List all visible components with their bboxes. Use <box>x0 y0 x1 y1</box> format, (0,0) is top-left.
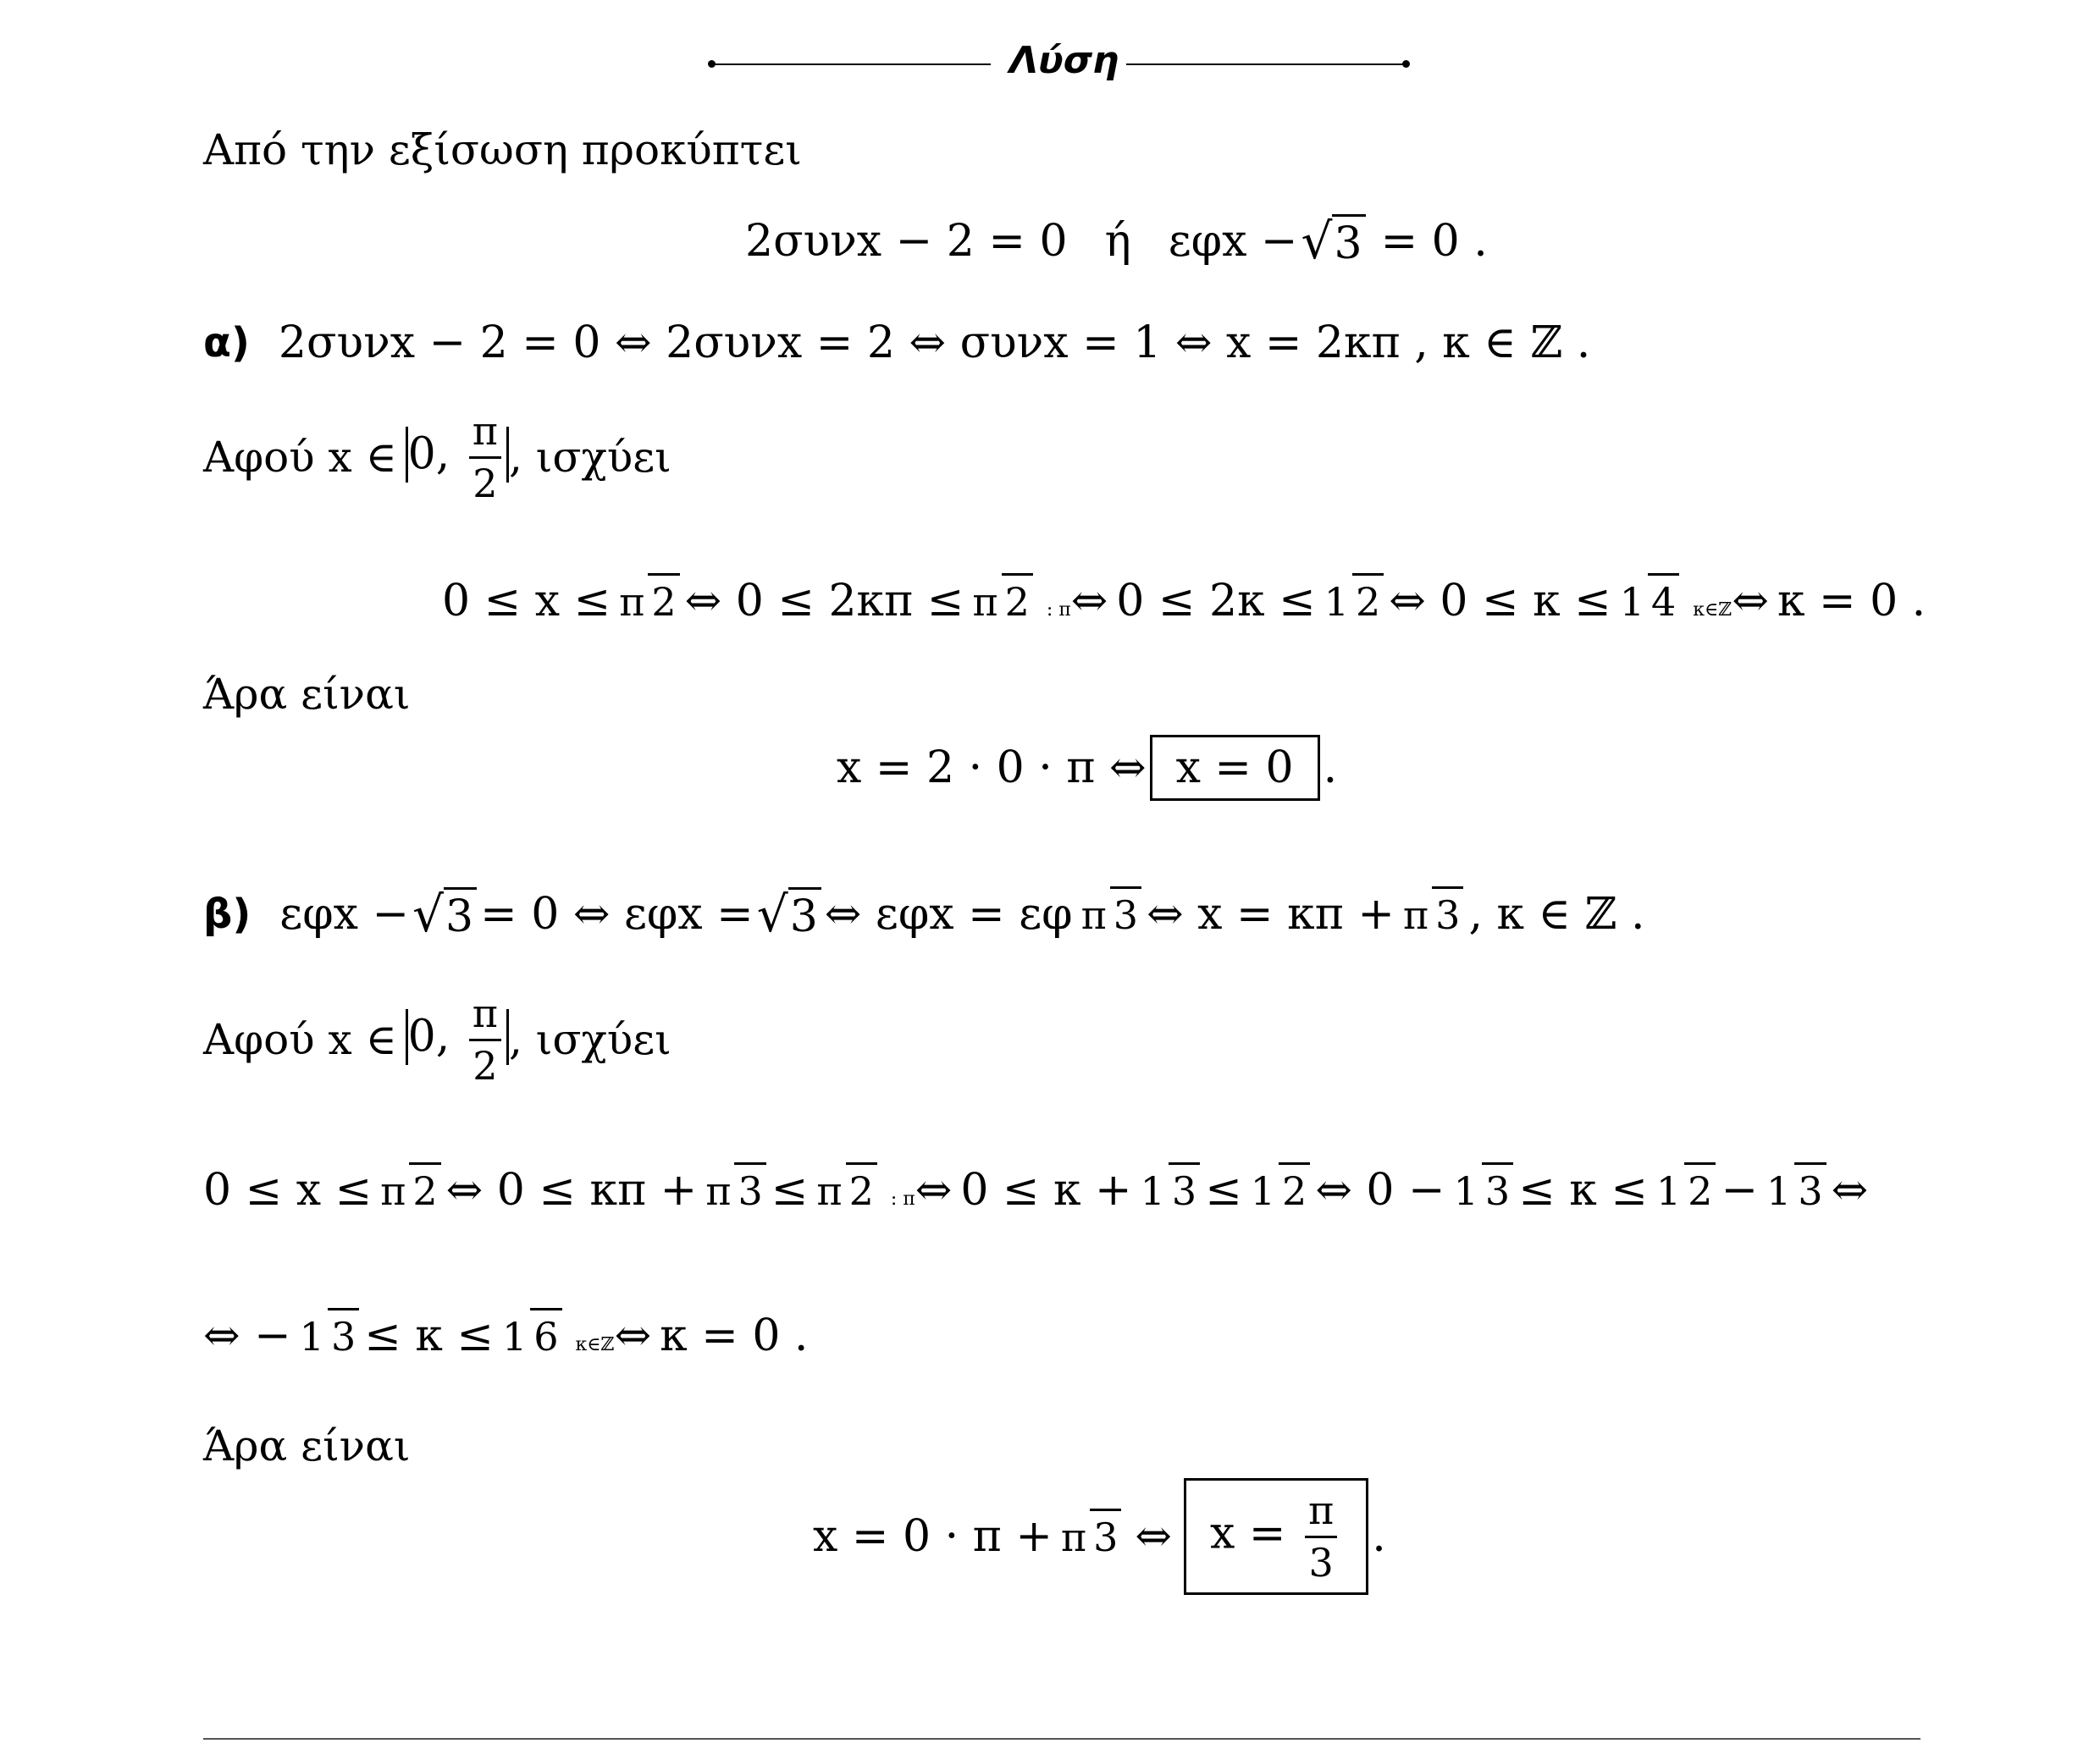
integer-iff: κ∈ℤ⇔ <box>1693 576 1769 626</box>
part-b-label: β) <box>203 891 251 938</box>
interval-0-pi2-b: 0, $\frac{\pi}{2}$ <box>406 992 509 1087</box>
part-b-result: x = 0 · π + π 3 ⇔ x = $\frac{\pi}{3}$ . <box>813 1473 1386 1600</box>
part-a-eq-text: 2συνx − 2 = 0 ⇔ 2συνx = 2 ⇔ συνx = 1 ⇔ x = 2κπ , κ ∈ ℤ . <box>278 317 1591 368</box>
equation-split <box>745 212 1488 271</box>
integer-iff-b: κ∈ℤ⇔ <box>575 1310 652 1361</box>
part-a-therefore: Άρα είναι <box>203 670 411 719</box>
part-a-equation <box>203 313 1590 372</box>
intro-text: Από την εξίσωση προκύπτει <box>203 125 802 174</box>
holds-text: , ισχύει <box>509 433 671 482</box>
part-a-inequality: 0 ≤ x ≤ π 2 ⇔ 0 ≤ 2κπ ≤ π 2 : π⇔ 0 ≤ 2κ ≤ 1 2 ⇔ 0 ≤ κ ≤ 1 4 κ∈ℤ⇔ κ = 0 . <box>442 542 1926 660</box>
part-a-label: α) <box>203 319 250 367</box>
answer-box-b: x = $\frac{\pi}{3}$ <box>1184 1478 1368 1595</box>
divide-by-pi-iff: : π⇔ <box>1046 576 1108 626</box>
sqrt-3-b1: √3 <box>412 890 477 939</box>
eq0-or: ή <box>1104 216 1131 267</box>
part-a-result: x = 2 · 0 · π ⇔ x = 0 . <box>837 730 1337 806</box>
part-b-therefore: Άρα είναι <box>203 1421 411 1470</box>
footer-rule <box>203 1738 1920 1740</box>
part-b-inequality-2: ⇔ − 1 3 ≤ κ ≤ 1 6 κ∈ℤ⇔ κ = 0 . <box>203 1277 808 1395</box>
answer-box-a: x = 0 <box>1150 735 1320 801</box>
part-a-domain <box>203 398 671 516</box>
interval-0-pi2: 0, $\frac{\pi}{2}$ <box>406 410 509 505</box>
part-b-domain: Αφού x ∈ 0, $\frac{\pi}{2}$ , ισχύει <box>203 990 671 1089</box>
sqrt-3-b2: √3 <box>757 890 821 939</box>
header-right-rule <box>1126 63 1406 65</box>
part-b-equation: β) εφx − √3 = 0 ⇔ εφx = √3 ⇔ εφx = εφ π 3 ⇔ x = κπ + π 3 , κ ∈ ℤ . <box>203 886 1645 943</box>
sqrt-3: √3 <box>1301 217 1366 266</box>
eq0-end: = 0 . <box>1380 216 1488 267</box>
eq0-left: 2συνx − 2 = 0 <box>745 216 1068 267</box>
solution-heading: Λύση <box>1009 39 1119 82</box>
divide-by-pi-iff-b: : π⇔ <box>890 1165 953 1216</box>
since-text: Αφού x ∈ <box>203 433 397 482</box>
header-right-dot <box>1402 60 1410 68</box>
header-left-rule <box>711 63 991 65</box>
eq0-tan-part: εφx − <box>1168 216 1298 267</box>
part-b-inequality-1: 0 ≤ x ≤ π 2 ⇔ 0 ≤ κπ + π 3 ≤ π 2 : π⇔ 0 ≤ κ + 1 3 ≤ 1 2 ⇔ 0 − 1 3 ≤ κ ≤ 1 2 − 1 3 ⇔ <box>203 1131 1868 1250</box>
